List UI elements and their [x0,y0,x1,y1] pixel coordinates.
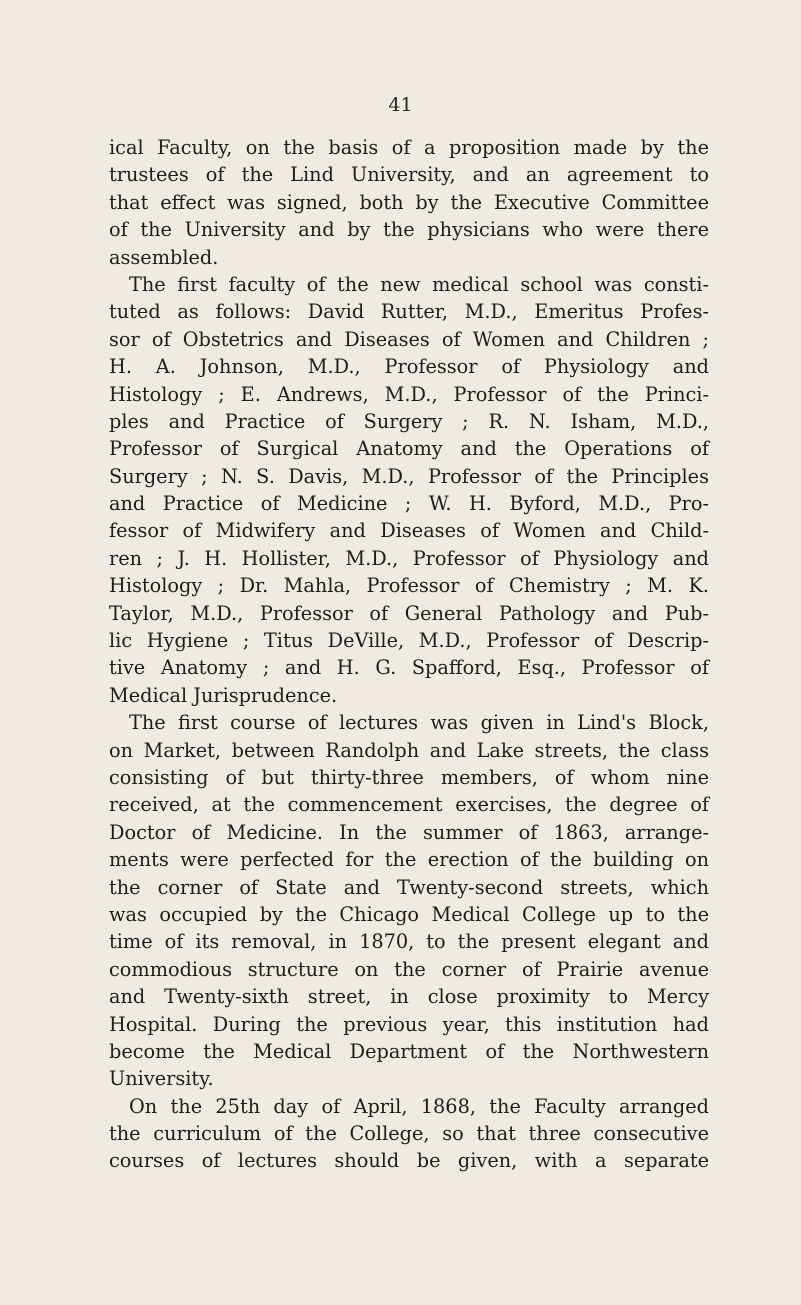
text-line: lic Hygiene ; Titus DeVille, M.D., Professor of Descrip- [109,629,709,653]
text-line: become the Medical Department of the Northwestern [109,1039,709,1063]
text-line: University. [109,1067,214,1091]
text-line: fessor of Midwifery and Diseases of Women and Child- [109,519,709,543]
text-line: tive Anatomy ; and H. G. Spafford, Esq., Professor of [109,656,709,680]
paragraph [109,271,709,709]
text-line: Medical Jurisprudence. [109,683,338,707]
text-line: that effect was signed, both by the Executive Committee [109,190,709,214]
text-line: Doctor of Medicine. In the summer of 1863, arrange- [109,820,709,844]
text-line: was occupied by the Chicago Medical College up to the [109,902,709,926]
page-number: 41 [388,94,413,116]
text-line: The first faculty of the new medical school was consti- [129,272,709,296]
text-line: ren ; J. H. Hollister, M.D., Professor of Physiology and [109,546,709,570]
text-line: and Practice of Medicine ; W. H. Byford, M.D., Pro- [109,492,709,516]
paragraph [109,134,709,271]
text-line: ples and Practice of Surgery ; R. N. Isham, M.D., [109,409,709,433]
text-line: sor of Obstetrics and Diseases of Women and Children ; [109,327,709,351]
text-line: Surgery ; N. S. Davis, M.D., Professor of the Principles [109,464,709,488]
paragraph [109,709,709,1092]
text-line: and Twenty-sixth street, in close proximity to Mercy [109,985,709,1009]
text-line: Hospital. During the previous year, this institution had [109,1012,709,1036]
text-line: Taylor, M.D., Professor of General Pathology and Pub- [109,601,709,625]
body-text [109,134,709,1175]
text-line: Histology ; Dr. Mahla, Professor of Chemistry ; M. K. [109,574,709,598]
paragraph [109,1093,709,1175]
text-line: tuted as follows: David Rutter, M.D., Emeritus Profes- [109,300,709,324]
text-line: courses of lectures should be given, with a separate [109,1149,709,1173]
text-line: time of its removal, in 1870, to the present elegant and [109,930,709,954]
text-line: on Market, between Randolph and Lake streets, the class [109,738,709,762]
text-line: The first course of lectures was given in Lind's Block, [129,711,709,735]
text-line: ments were perfected for the erection of the building on [109,848,709,872]
text-line: consisting of but thirty-three members, of whom nine [109,765,709,789]
text-line: the corner of State and Twenty-second streets, which [109,875,709,899]
text-line: the curriculum of the College, so that three consecutive [109,1122,709,1146]
text-line: Histology ; E. Andrews, M.D., Professor of the Princi- [109,382,709,406]
text-line: assembled. [109,245,219,269]
text-line: trustees of the Lind University, and an agreement to [109,163,709,187]
text-line: commodious structure on the corner of Prairie avenue [109,957,709,981]
text-line: ical Faculty, on the basis of a proposition made by the [109,136,709,159]
text-line: received, at the commencement exercises, the degree of [109,793,709,817]
text-line: of the University and by the physicians who were there [109,218,709,242]
text-line: Professor of Surgical Anatomy and the Operations of [109,437,709,461]
text-line: H. A. Johnson, M.D., Professor of Physiology and [109,355,709,379]
text-line: On the 25th day of April, 1868, the Faculty arranged [129,1094,709,1118]
